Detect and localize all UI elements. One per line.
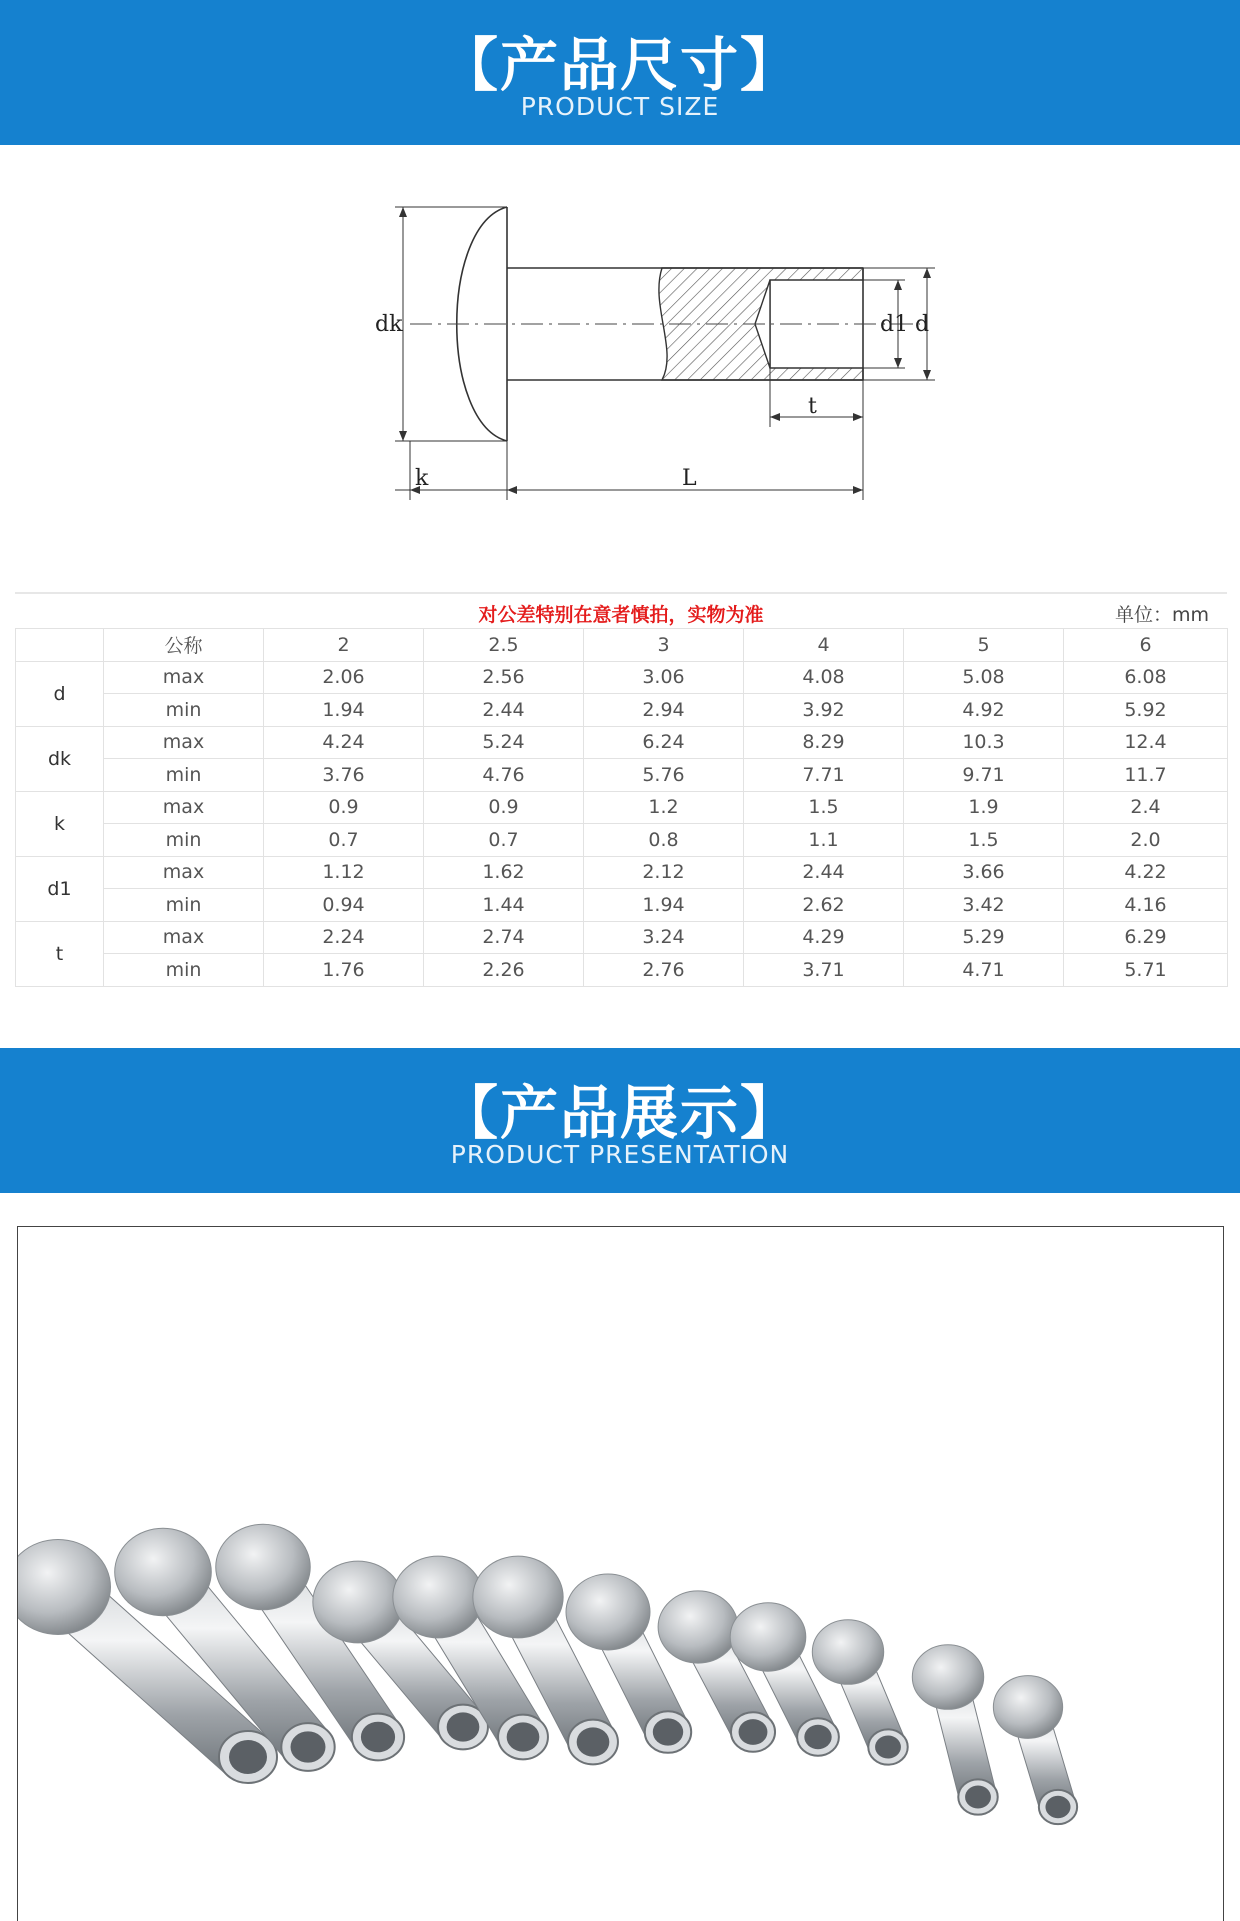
spec-value: 0.9 xyxy=(264,791,424,824)
limit-kind: max xyxy=(104,856,264,889)
limit-kind: max xyxy=(104,921,264,954)
spec-value: 4.92 xyxy=(904,694,1064,727)
spec-value: 6.24 xyxy=(584,726,744,759)
spec-value: 1.94 xyxy=(264,694,424,727)
spec-value: 2.12 xyxy=(584,856,744,889)
spec-value: 1.5 xyxy=(904,824,1064,857)
spec-value: 0.8 xyxy=(584,824,744,857)
spec-value: 2.94 xyxy=(584,694,744,727)
spec-value: 1.62 xyxy=(424,856,584,889)
param-name: dk xyxy=(16,726,104,791)
unit-label: 单位：mm xyxy=(1114,604,1209,626)
spec-value: 1.9 xyxy=(904,791,1064,824)
spec-value: 5.71 xyxy=(1064,954,1228,987)
rivet xyxy=(993,1676,1077,1825)
nominal-label: 公称 xyxy=(104,629,264,662)
nominal-size: 2 xyxy=(264,629,424,662)
limit-kind: min xyxy=(104,824,264,857)
spec-value: 3.92 xyxy=(744,694,904,727)
rivet xyxy=(912,1645,997,1815)
spec-value: 1.76 xyxy=(264,954,424,987)
nominal-size: 5 xyxy=(904,629,1064,662)
spec-value: 4.29 xyxy=(744,921,904,954)
spec-row xyxy=(16,694,1228,727)
nominal-size: 4 xyxy=(744,629,904,662)
spec-value: 2.4 xyxy=(1064,791,1228,824)
limit-kind: min xyxy=(104,954,264,987)
label-d1: d1 xyxy=(880,312,909,337)
spec-table-header xyxy=(15,592,1227,628)
spec-value: 0.7 xyxy=(264,824,424,857)
spec-value: 1.2 xyxy=(584,791,744,824)
spec-value: 4.22 xyxy=(1064,856,1228,889)
rivets-photo-illustration xyxy=(18,1227,1223,1921)
spec-table xyxy=(15,628,1228,987)
product-size-title-en: PRODUCT SIZE xyxy=(520,92,720,121)
param-name: d1 xyxy=(16,856,104,921)
spec-value: 1.5 xyxy=(744,791,904,824)
spec-value: 2.74 xyxy=(424,921,584,954)
spec-value: 5.92 xyxy=(1064,694,1228,727)
param-name: t xyxy=(16,921,104,986)
spec-value: 1.12 xyxy=(264,856,424,889)
spec-row xyxy=(16,856,1228,889)
nominal-size: 2.5 xyxy=(424,629,584,662)
spec-value: 2.44 xyxy=(424,694,584,727)
product-presentation-title-cn: 【产品展示】 xyxy=(439,1079,800,1147)
product-presentation-banner xyxy=(0,1048,1240,1193)
product-size-title-cn: 【产品尺寸】 xyxy=(439,31,800,99)
spec-row xyxy=(16,661,1228,694)
product-presentation-title-en: PRODUCT PRESENTATION xyxy=(450,1140,790,1169)
spec-value: 0.9 xyxy=(424,791,584,824)
spec-value: 3.24 xyxy=(584,921,744,954)
spec-value: 3.66 xyxy=(904,856,1064,889)
spec-value: 3.71 xyxy=(744,954,904,987)
label-L: L xyxy=(682,466,697,491)
spec-value: 4.24 xyxy=(264,726,424,759)
spec-row xyxy=(16,921,1228,954)
spec-value: 3.76 xyxy=(264,759,424,792)
label-d: d xyxy=(915,312,930,337)
tolerance-note: 对公差特别在意者慎拍，实物为准 xyxy=(478,604,764,626)
spec-value: 2.0 xyxy=(1064,824,1228,857)
spec-value: 2.06 xyxy=(264,661,424,694)
limit-kind: min xyxy=(104,759,264,792)
limit-kind: min xyxy=(104,694,264,727)
spec-value: 3.42 xyxy=(904,889,1064,922)
spec-value: 5.08 xyxy=(904,661,1064,694)
spec-value: 4.16 xyxy=(1064,889,1228,922)
spec-value: 2.76 xyxy=(584,954,744,987)
spec-value: 2.26 xyxy=(424,954,584,987)
product-photo xyxy=(17,1226,1224,1921)
nominal-size: 6 xyxy=(1064,629,1228,662)
spec-value: 6.08 xyxy=(1064,661,1228,694)
spec-row xyxy=(16,824,1228,857)
corner-cell xyxy=(16,629,104,662)
spec-value: 5.76 xyxy=(584,759,744,792)
nominal-size: 3 xyxy=(584,629,744,662)
spec-value: 9.71 xyxy=(904,759,1064,792)
spec-value: 1.1 xyxy=(744,824,904,857)
spec-row xyxy=(16,726,1228,759)
limit-kind: max xyxy=(104,661,264,694)
spec-value: 5.24 xyxy=(424,726,584,759)
spec-value: 6.29 xyxy=(1064,921,1228,954)
limit-kind: max xyxy=(104,726,264,759)
spec-value: 4.71 xyxy=(904,954,1064,987)
spec-value: 4.08 xyxy=(744,661,904,694)
spec-value: 4.76 xyxy=(424,759,584,792)
limit-kind: min xyxy=(104,889,264,922)
limit-kind: max xyxy=(104,791,264,824)
spec-value: 0.94 xyxy=(264,889,424,922)
spec-table-section xyxy=(15,592,1227,987)
rivet-dimension-diagram xyxy=(360,185,960,525)
spec-row xyxy=(16,889,1228,922)
spec-value: 2.44 xyxy=(744,856,904,889)
spec-value: 11.7 xyxy=(1064,759,1228,792)
label-t: t xyxy=(808,394,817,419)
spec-value: 2.56 xyxy=(424,661,584,694)
spec-value: 8.29 xyxy=(744,726,904,759)
spec-value: 10.3 xyxy=(904,726,1064,759)
spec-row xyxy=(16,759,1228,792)
spec-row xyxy=(16,791,1228,824)
spec-header-row xyxy=(16,629,1228,662)
spec-value: 12.4 xyxy=(1064,726,1228,759)
spec-value: 1.44 xyxy=(424,889,584,922)
spec-row xyxy=(16,954,1228,987)
spec-value: 0.7 xyxy=(424,824,584,857)
spec-value: 3.06 xyxy=(584,661,744,694)
spec-value: 5.29 xyxy=(904,921,1064,954)
spec-value: 2.62 xyxy=(744,889,904,922)
label-dk: dk xyxy=(375,312,403,337)
spec-value: 2.24 xyxy=(264,921,424,954)
param-name: d xyxy=(16,661,104,726)
param-name: k xyxy=(16,791,104,856)
spec-value: 1.94 xyxy=(584,889,744,922)
spec-value: 7.71 xyxy=(744,759,904,792)
label-k: k xyxy=(415,466,429,491)
product-size-banner xyxy=(0,0,1240,145)
